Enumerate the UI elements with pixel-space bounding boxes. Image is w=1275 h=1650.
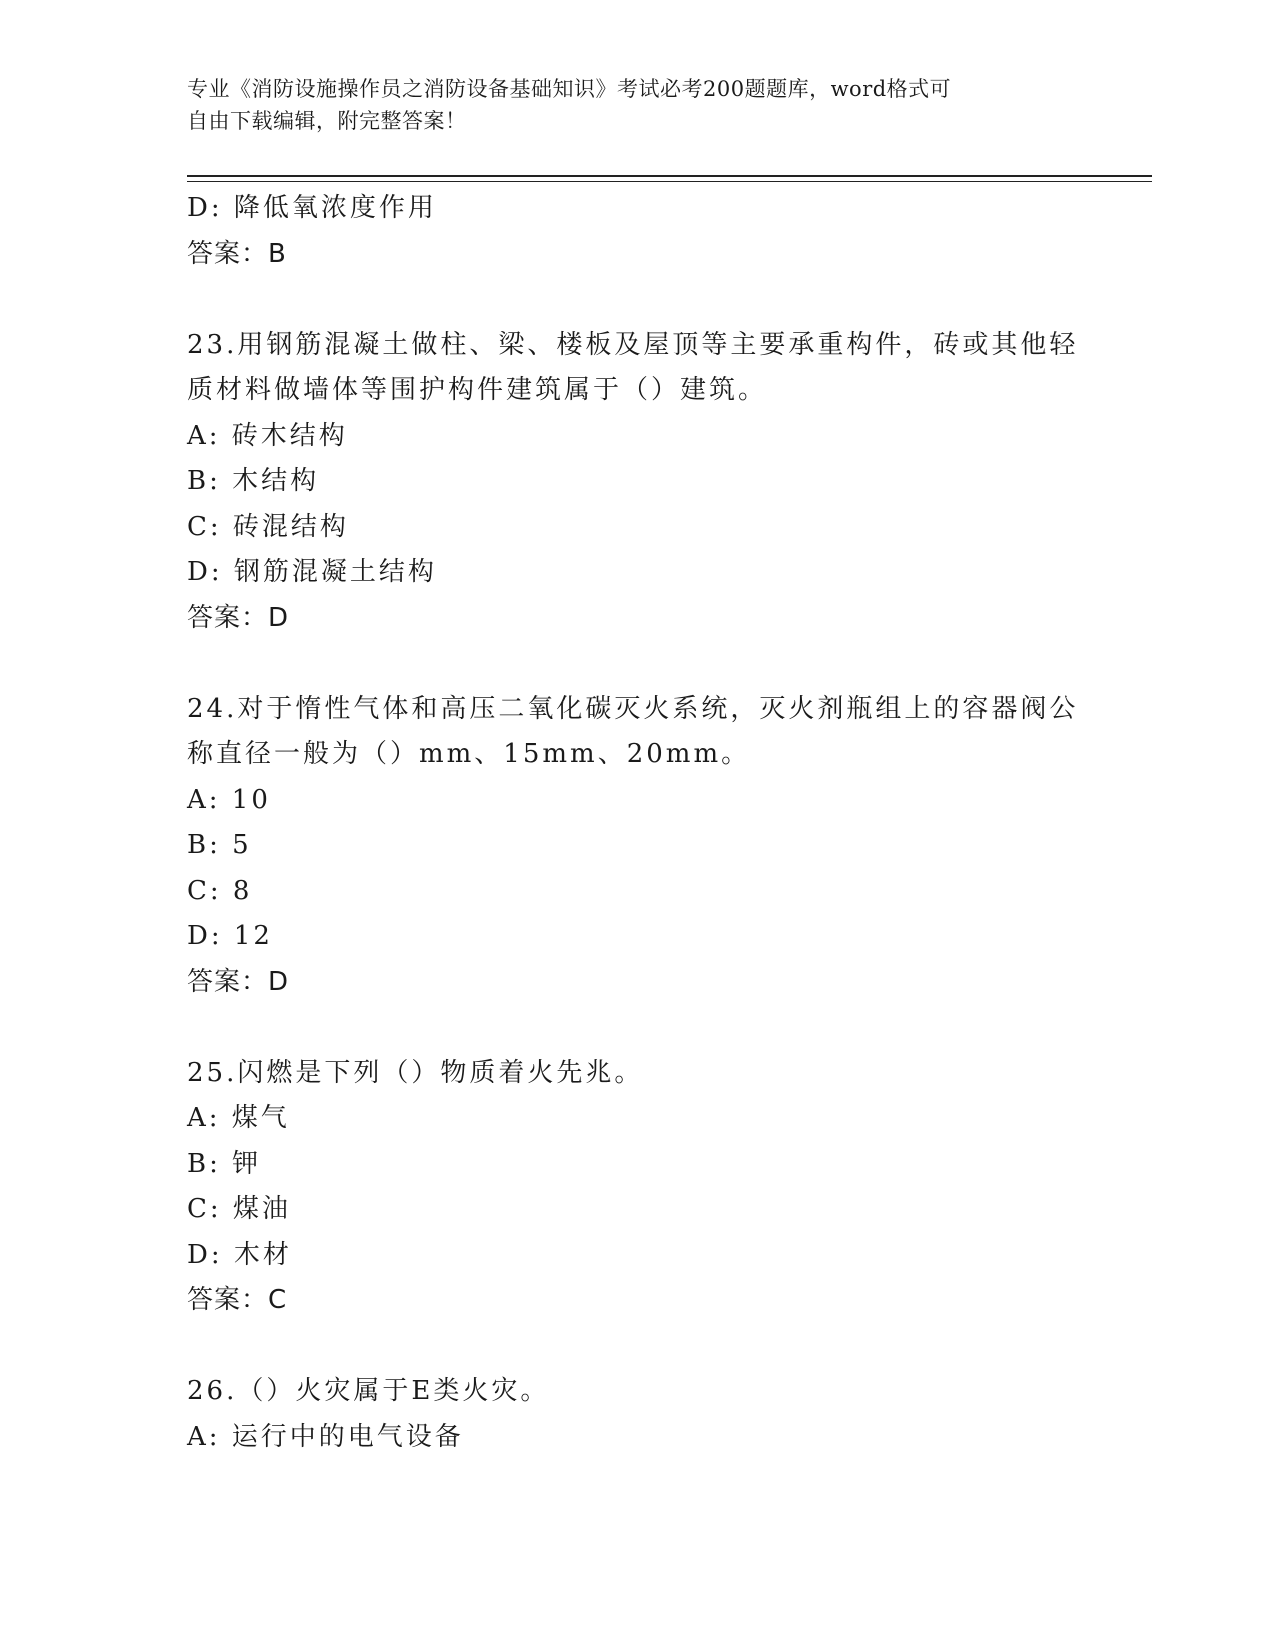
option-c: C: 砖混结构 <box>187 511 349 542</box>
header-line-1: 专业《消防设施操作员之消防设备基础知识》考试必考200题题库，word格式可 <box>187 77 952 101</box>
spacer <box>187 277 1087 323</box>
option-c: C: 煤油 <box>187 1194 291 1224</box>
option-c: C: 8 <box>187 875 253 906</box>
option-d: D: 木材 <box>187 1239 292 1270</box>
header-rule-thick <box>187 175 1152 177</box>
question-block-24 <box>187 687 1087 1006</box>
option-a: A: 10 <box>187 784 271 815</box>
question-list <box>187 186 1087 1460</box>
question-text-line-2: 质材料做墙体等围护构件建筑属于（）建筑。 <box>187 375 768 405</box>
option-d: D: 12 <box>187 921 273 951</box>
question-text-line-1: 25.闪燃是下列（）物质着火先兆。 <box>187 1057 644 1088</box>
header-line-2: 自由下载编辑，附完整答案！ <box>187 109 467 133</box>
option-a: A: 运行中的电气设备 <box>187 1421 464 1452</box>
option-d: D: 降低氧浓度作用 <box>187 193 437 223</box>
spacer <box>187 1005 1087 1051</box>
question-text-line-1: 23.用钢筋混凝土做柱、梁、楼板及屋顶等主要承重构件，砖或其他轻 <box>187 329 1079 360</box>
question-block-26 <box>187 1369 1087 1460</box>
question-block-22 <box>187 186 1087 277</box>
question-text-line-1: 26.（）火灾属于E类火灾。 <box>187 1376 550 1406</box>
option-b: B: 钾 <box>187 1148 262 1179</box>
answer-line: 答案：C <box>187 1285 288 1315</box>
answer-line: 答案：D <box>187 602 290 633</box>
option-d: D: 钢筋混凝土结构 <box>187 557 437 587</box>
answer-line: 答案：B <box>187 238 287 269</box>
answer-line: 答案：D <box>187 966 290 997</box>
question-block-25 <box>187 1051 1087 1324</box>
page-header <box>187 73 1067 137</box>
option-b: B: 木结构 <box>187 466 320 496</box>
spacer <box>187 641 1087 687</box>
option-a: A: 砖木结构 <box>187 420 348 451</box>
option-a: A: 煤气 <box>187 1103 290 1133</box>
header-rule-thin <box>187 181 1152 182</box>
question-text-line-2: 称直径一般为（）mm、15mm、20mm。 <box>187 739 751 769</box>
option-b: B: 5 <box>187 830 252 860</box>
spacer <box>187 1324 1087 1370</box>
question-text-line-1: 24.对于惰性气体和高压二氧化碳灭火系统，灭火剂瓶组上的容器阀公 <box>187 693 1079 724</box>
question-block-23 <box>187 323 1087 642</box>
